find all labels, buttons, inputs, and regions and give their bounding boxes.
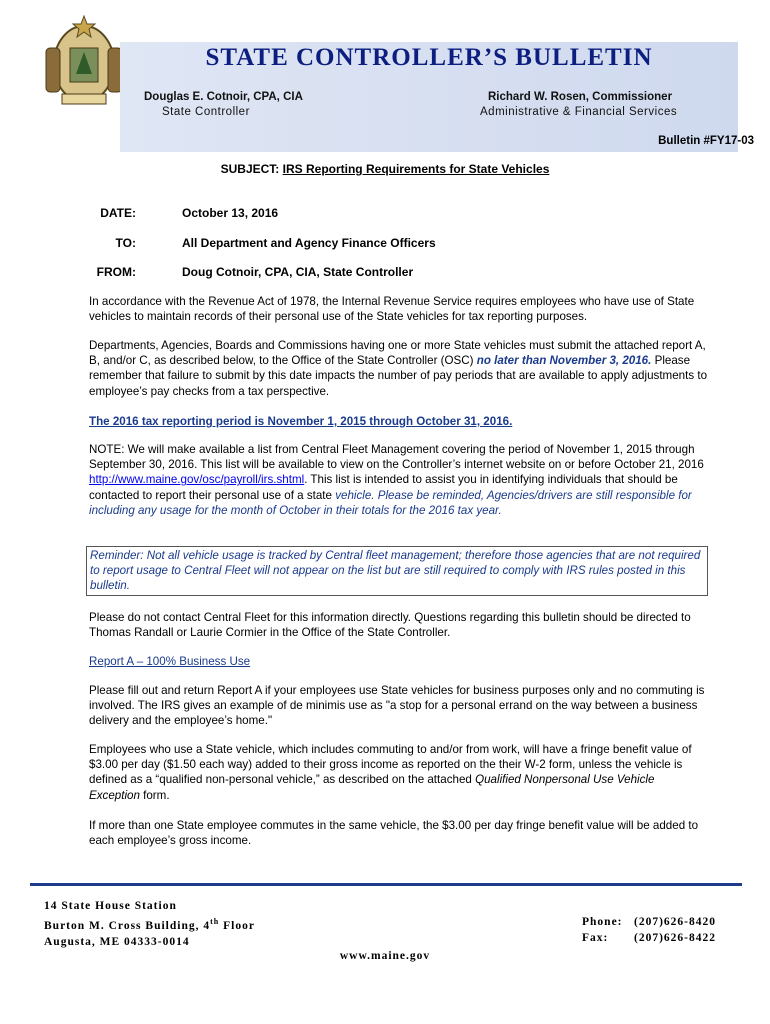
subject-text: IRS Reporting Requirements for State Vehicles — [282, 162, 550, 176]
reminder-text: Reminder: Not all vehicle usage is tracked by Central fleet management; therefore those agencies that are not required to report usage to Central Fleet will not appear on the list but are still required to comply with IRS rules posted in this bulletin. — [90, 549, 701, 593]
commissioner-name: Richard W. Rosen, Commissioner — [488, 91, 673, 103]
paragraph-text: NOTE: We will make available a list from Central Fleet Management covering the period of November 1, 2015 through September 30, 2016. This list will be available to view on the Controller’s internet website on or before October 21, 2016 — [89, 443, 704, 472]
fax-number: (207)626-8422 — [634, 932, 716, 944]
footer-divider — [30, 883, 742, 886]
phone-row — [582, 914, 716, 930]
website-link[interactable]: www.maine.gov — [339, 950, 431, 962]
footer-contact — [582, 914, 716, 946]
paragraph-revenue-act — [89, 294, 707, 324]
subject-line — [0, 162, 770, 176]
tax-period-notice — [89, 414, 707, 429]
reminder-box — [86, 546, 708, 596]
paragraph-text: Departments, Agencies, Boards and Commissions having one or more State vehicles must submit the attached report A, B, and/or C, as described below, to the Office of the State Controller (OSC) — [89, 339, 706, 368]
fax-label: Fax: — [582, 932, 609, 944]
form-name-italic: Qualified Nonpersonal Use Vehicle Exception — [89, 773, 655, 802]
phone-label: Phone: — [582, 916, 623, 928]
paragraph-report-a — [89, 683, 707, 729]
paragraph-text: Employees who use a State vehicle, which includes commuting to and/or from work, will have a fringe benefit value of $3.00 per day ($1.50 each way) added to their gross income as reported on the their W-2 form, unless the vehicle is defined as a “qualified non-personal vehicle,” as described on the attached — [89, 743, 692, 787]
paragraph-text: Please do not contact Central Fleet for this information directly. Questions regarding this bulletin should be directed to Thomas Randall or Laurie Cormier in the Office of the State Controller. — [89, 611, 691, 640]
state-seal-icon — [38, 12, 130, 112]
controller-block — [144, 91, 303, 118]
paragraph-text: . This list is intended to assist you in identifying individuals that should be contacted to report their personal use of a state — [89, 473, 678, 502]
report-a-heading-text: Report A – 100% Business Use — [89, 655, 251, 668]
commissioner-title: Administrative & Financial Services — [480, 106, 678, 118]
paragraph-text: In accordance with the Revenue Act of 1978, the Internal Revenue Service requires employees who have use of State vehicles to maintain records of their personal use of the State vehicles for tax reporting purposes. — [89, 295, 695, 324]
address-line-2 — [44, 914, 255, 934]
controller-title: State Controller — [162, 106, 250, 118]
deadline-text: no later than November 3, 2016. — [476, 354, 652, 368]
paragraph-submission — [89, 338, 707, 399]
address-line-2-floor: Floor — [219, 919, 255, 932]
paragraph-note — [89, 442, 707, 518]
date-value: October 13, 2016 — [182, 206, 279, 220]
paragraph-fringe-benefit — [89, 742, 707, 803]
tax-period-text: The 2016 tax reporting period is November 1, 2015 through October 31, 2016. — [89, 415, 513, 428]
footer-address — [44, 898, 255, 950]
paragraph-contact — [89, 610, 707, 640]
controller-name: Douglas E. Cotnoir, CPA, CIA — [144, 91, 303, 103]
ordinal-suffix: th — [210, 917, 220, 926]
address-line-2-text: Burton M. Cross Building, 4 — [44, 919, 211, 932]
paragraph-text: Please remember that failure to submit by this date impacts the number of pay periods that are available to apply adjustments to employee’s pay checks from a tax perspective. — [89, 354, 708, 398]
fax-row — [582, 930, 716, 946]
subject-label: SUBJECT: — [220, 162, 280, 176]
address-line-1: 14 State House Station — [44, 900, 177, 912]
irs-page-link[interactable]: http://www.maine.gov/osc/payroll/irs.shtml — [89, 473, 305, 487]
from-label: FROM: — [96, 265, 136, 279]
paragraph-text: form. — [139, 788, 170, 802]
from-value: Doug Cotnoir, CPA, CIA, State Controller — [182, 265, 414, 279]
bulletin-number: Bulletin #FY17-03 — [658, 135, 754, 147]
to-label: TO: — [115, 236, 136, 250]
paragraph-text: Please fill out and return Report A if your employees use State vehicles for business purposes only and no commuting is involved. The IRS gives an example of de minimis use as "a stop for a personal errand on the way between a business delivery and the employee’s home." — [89, 684, 705, 728]
to-value: All Department and Agency Finance Officers — [182, 236, 436, 250]
reminder-italic-text: vehicle. Please be reminded, Agencies/drivers are still responsible for including any usage for the month of October in their totals for the 2016 tax year. — [89, 488, 692, 517]
date-label: DATE: — [100, 206, 136, 220]
paragraph-text: If more than one State employee commutes in the same vehicle, the $3.00 per day fringe benefit value will be added to each employee’s gross income. — [89, 819, 699, 848]
bulletin-title: STATE CONTROLLER’S BULLETIN — [205, 44, 653, 71]
paragraph-multiple-employees — [89, 818, 707, 848]
commissioner-block — [480, 91, 678, 118]
address-line-3: Augusta, ME 04333-0014 — [44, 935, 190, 948]
report-a-heading — [89, 654, 707, 669]
phone-number: (207)626-8420 — [634, 916, 716, 928]
